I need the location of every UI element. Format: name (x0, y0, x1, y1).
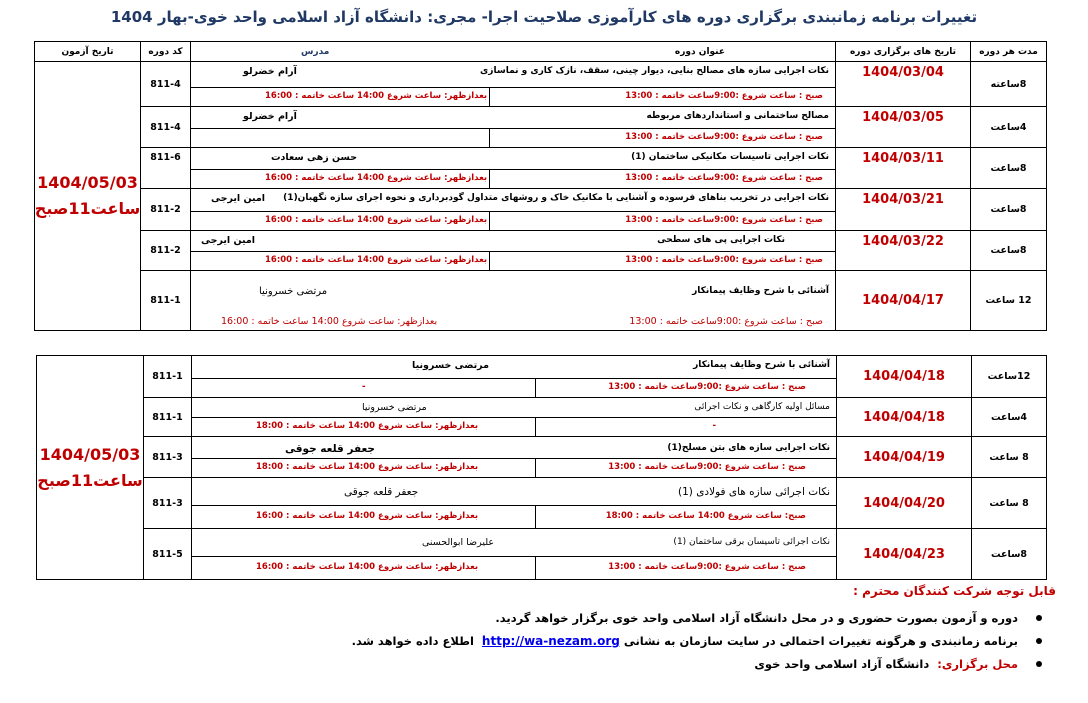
row-date: 1404/04/17 (835, 270, 971, 331)
header-course-teacher (190, 41, 836, 62)
sched-divider (535, 417, 536, 437)
teacher-name: مرتضی خسرونیا (362, 402, 427, 413)
row-date: 1404/04/19 (836, 436, 972, 478)
morning-schedule: صبح : ساعت شروع :9:00ساعت خاتمه : 13:00 (625, 91, 823, 101)
teacher-name: آرام خضرلو (243, 111, 297, 122)
teacher-name: مرتضی خسرونیا (259, 286, 328, 297)
teacher-name: مرتضی خسرونیا (412, 360, 489, 371)
row-code: 811-6 (140, 147, 191, 189)
row-duration: 12ساعت (971, 355, 1047, 398)
note-item (56, 629, 1056, 652)
row-divider (191, 169, 835, 170)
row-date: 1404/03/04 (835, 61, 971, 107)
row-code: 811-5 (143, 528, 192, 580)
note-item (56, 606, 1056, 629)
teacher-name: آرام خضرلو (243, 66, 297, 77)
morning-schedule: صبح : ساعت شروع :9:00ساعت خاتمه : 13:00 (608, 562, 806, 572)
note-text: اطلاع داده خواهد شد. (351, 633, 474, 648)
row-divider (191, 87, 835, 88)
notes-list (56, 606, 1056, 675)
exam-date-cell (36, 355, 144, 580)
course-title: نکات اجرائی سازه های فولادی (1) (677, 486, 830, 498)
row-duration: 8ساعت (970, 147, 1047, 189)
sched-divider (535, 505, 536, 529)
note-item (56, 652, 1056, 675)
row-date: 1404/04/18 (836, 397, 972, 437)
row-date: 1404/03/05 (835, 106, 971, 148)
morning-schedule: صبح : ساعت شروع :9:00ساعت خاتمه : 13:00 (608, 462, 806, 472)
course-title: نکات اجرایی در تخریب بناهای فرسوده و آشنایی با مکانیک خاک و روشهای متداول گودبرداری و نحوه اجرای سازه نگهبان(1) (283, 193, 829, 203)
row-duration: 4ساعت (970, 106, 1047, 148)
course-title: نکات اجرایی تاسیسات مکانیکی ساختمان (1) (631, 152, 829, 162)
morning-schedule: صبح : ساعت شروع :9:00ساعت خاتمه : 13:00 (629, 316, 823, 327)
afternoon-schedule: بعدازظهر: ساعت شروع 14:00 ساعت خاتمه : 16:00 (265, 215, 488, 225)
row-duration: 8ساعت (970, 230, 1047, 271)
row-code: 811-1 (143, 397, 192, 437)
teacher-name: علیرضا ابوالحسنی (422, 537, 495, 548)
exam-date-cell (34, 61, 141, 331)
row-code: 811-2 (140, 188, 191, 231)
row-code: 811-4 (140, 106, 191, 148)
row-code: 811-1 (140, 270, 191, 331)
morning-schedule: صبح : ساعت شروع :9:00ساعت خاتمه : 13:00 (608, 382, 806, 392)
row-date: 1404/04/23 (836, 528, 972, 580)
row-duration: 8 ساعت (971, 477, 1047, 529)
row-divider (192, 556, 836, 557)
header-exam: تاریخ آزمون (34, 41, 141, 62)
afternoon-schedule: بعدازظهر: ساعت شروع 14:00 ساعت خاتمه : 16:00 (265, 91, 488, 101)
row-course-block (191, 528, 837, 580)
row-divider (191, 211, 835, 212)
course-title: نکات اجرائی تاسیسان برقی ساختمان (1) (673, 537, 830, 547)
sched-divider (489, 251, 490, 271)
course-title: نکات اجرایی سازه های مصالح بنایی، دیوار چینی، سقف، نازک کاری و نماسازی (480, 66, 829, 76)
row-divider (192, 458, 836, 459)
row-course-block (191, 436, 837, 478)
course-title: مصالح ساختمانی و استانداردهای مربوطه (646, 111, 829, 121)
notes-heading: قابل توجه شرکت کنندگان محترم : (853, 584, 1056, 598)
sched-divider (535, 458, 536, 478)
row-code: 811-1 (143, 355, 192, 398)
course-title: نکات اجرایی سازه های بتن مسلح(1) (667, 443, 830, 453)
note-text: دوره و آزمون بصورت حضوری و در محل دانشگاه آزاد اسلامی واحد خوی برگزار خواهد گردید. (495, 610, 1018, 625)
sched-divider (489, 128, 490, 148)
row-duration: 8 ساعت (971, 436, 1047, 478)
exam-date: 1404/05/03 (37, 173, 138, 192)
row-divider (192, 378, 836, 379)
row-duration: 8ساعت (970, 188, 1047, 231)
header-dates: تاریخ های برگزاری دوره (835, 41, 971, 62)
header-duration: مدت هر دوره (970, 41, 1047, 62)
schedule-table-1 (34, 41, 1047, 331)
exam-date: 1404/05/03 (39, 444, 141, 464)
location-label: محل برگزاری: (937, 656, 1018, 671)
row-course-block (190, 270, 836, 331)
morning-schedule: صبح : ساعت شروع :9:00ساعت خاتمه : 13:00 (625, 132, 823, 142)
header-course: عنوان دوره (674, 46, 725, 57)
row-duration: 8ساعت (971, 528, 1047, 580)
teacher-name: امین ایرجی (201, 235, 256, 246)
row-divider (191, 128, 835, 129)
row-course-block (190, 61, 836, 107)
morning-schedule: صبح: ساعت شروع 14:00 ساعت خاتمه : 18:00 (605, 511, 806, 521)
teacher-name: حسن زهی سعادت (271, 152, 358, 163)
row-course-block (190, 230, 836, 271)
row-course-block (190, 106, 836, 148)
teacher-name: امین ایرجی (211, 193, 266, 204)
schedule-table-2 (36, 355, 1047, 580)
row-date: 1404/04/20 (836, 477, 972, 529)
afternoon-schedule: بعدازظهر: ساعت شروع 14:00 ساعت خاتمه : 16:00 (265, 173, 488, 183)
afternoon-schedule: بعدازظهر: ساعت شروع 14:00 ساعت خاتمه : 16:00 (221, 316, 438, 327)
morning-schedule: صبح : ساعت شروع :9:00ساعت خاتمه : 13:00 (625, 173, 823, 183)
page-title: تغییرات برنامه زمانبندی برگزاری دوره های کارآموزی صلاحیت اجرا- مجری: دانشگاه آزاد اسلامی واحد خوی-بهار 1404 (110, 8, 978, 26)
row-date: 1404/04/18 (836, 355, 972, 398)
row-course-block (190, 147, 836, 189)
morning-schedule: - (712, 421, 716, 431)
header-teacher: مدرس (301, 46, 330, 57)
teacher-name: جعفر قلعه جوقی (344, 486, 419, 498)
row-date: 1404/03/11 (835, 147, 971, 189)
afternoon-schedule: بعدازظهر: ساعت شروع 14:00 ساعت خاتمه : 18:00 (256, 462, 479, 472)
row-date: 1404/03/21 (835, 188, 971, 231)
bullet-icon (1036, 661, 1042, 667)
row-duration: 4ساعت (971, 397, 1047, 437)
teacher-name: جعفر قلعه جوقی (285, 443, 375, 455)
row-duration: 8ساعته (970, 61, 1047, 107)
row-divider (192, 505, 836, 506)
sched-divider (489, 169, 490, 189)
row-course-block (191, 397, 837, 437)
location-value: دانشگاه آزاد اسلامی واحد خوی (754, 656, 930, 671)
afternoon-schedule: بعدازظهر: ساعت شروع 14:00 ساعت خاتمه : 16:00 (256, 511, 479, 521)
course-title: آشنائی با شرح وظایف پیمانکار (693, 360, 830, 370)
notes-section (56, 584, 1056, 675)
morning-schedule: صبح : ساعت شروع :9:00ساعت خاتمه : 13:00 (625, 215, 823, 225)
afternoon-schedule: بعدازظهر: ساعت شروع 14:00 ساعت خاتمه : 18:00 (256, 421, 479, 431)
website-link[interactable]: http://wa-nezam.org (481, 633, 620, 648)
row-code: 811-3 (143, 436, 192, 478)
sched-divider (535, 556, 536, 580)
row-date: 1404/03/22 (835, 230, 971, 271)
row-divider (192, 417, 836, 418)
row-divider (191, 251, 835, 252)
sched-divider (535, 378, 536, 398)
exam-time: ساعت11صبح (37, 470, 143, 490)
sched-divider (489, 211, 490, 231)
row-code: 811-4 (140, 61, 191, 107)
row-code: 811-2 (140, 230, 191, 271)
course-title: نکات اجرایی پی های سطحی (657, 235, 785, 245)
bullet-icon (1036, 638, 1042, 644)
header-code: کد دوره (140, 41, 191, 62)
note-text: برنامه زمانبندی و هرگونه تغییرات احتمالی در سایت سازمان به نشانی (623, 633, 1018, 648)
sched-divider (489, 87, 490, 107)
row-code: 811-3 (143, 477, 192, 529)
afternoon-schedule: بعدازظهر: ساعت شروع 14:00 ساعت خاتمه : 16:00 (256, 562, 479, 572)
course-title: مسائل اولیه کارگاهی و نکات اجرائی (694, 402, 830, 412)
morning-schedule: صبح : ساعت شروع :9:00ساعت خاتمه : 13:00 (625, 255, 823, 265)
row-duration: 12 ساعت (970, 270, 1047, 331)
row-course-block (190, 188, 836, 231)
afternoon-schedule: بعدازظهر: ساعت شروع 14:00 ساعت خاتمه : 16:00 (265, 255, 488, 265)
course-title: آشنائی با شرح وظایف پیمانکار (692, 286, 829, 296)
row-course-block (191, 477, 837, 529)
bullet-icon (1036, 615, 1042, 621)
afternoon-schedule: - (362, 382, 366, 392)
exam-time: ساعت11صبح (34, 199, 141, 218)
row-course-block (191, 355, 837, 398)
